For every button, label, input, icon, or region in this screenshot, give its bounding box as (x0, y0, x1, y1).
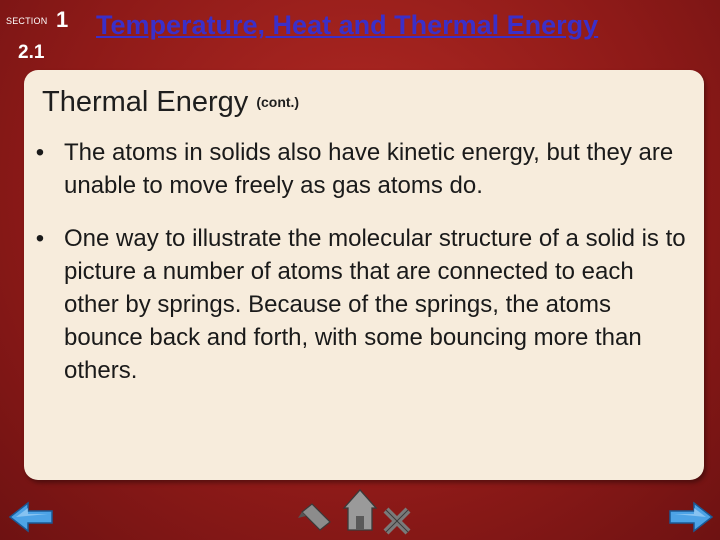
pencil-icon[interactable] (298, 504, 330, 530)
slide-heading-text: Thermal Energy (42, 86, 249, 118)
home-icon[interactable] (344, 490, 376, 530)
bullet-list (30, 136, 694, 407)
left-arrow-icon (10, 503, 52, 531)
bullet-marker: • (35, 139, 45, 166)
section-subnumber: 2.1 (18, 42, 45, 63)
bullet-text: The atoms in solids also have kinetic energy, but they are unable to move freely as gas atoms do. (64, 139, 674, 199)
next-button[interactable] (668, 500, 714, 534)
section-number: 1 (56, 7, 69, 32)
slide-heading-suffix: (cont.) (256, 94, 300, 110)
bullet-text: One way to illustrate the molecular structure of a solid is to picture a number of atoms that are connected to each other by springs. Because of the springs, the atoms bounce back and forth, with some bouncing more than others. (64, 225, 686, 384)
page-title: Temperature, Heat and Thermal Energy (96, 10, 599, 40)
slide-heading (42, 86, 299, 119)
bullet-marker: • (35, 225, 45, 252)
close-icon[interactable] (386, 510, 408, 532)
nav-center-group (298, 486, 422, 536)
right-arrow-icon (670, 503, 712, 531)
bullet-item (30, 222, 694, 387)
section-label: SECTION (6, 16, 48, 26)
prev-button[interactable] (8, 500, 54, 534)
bullet-item (30, 136, 694, 202)
